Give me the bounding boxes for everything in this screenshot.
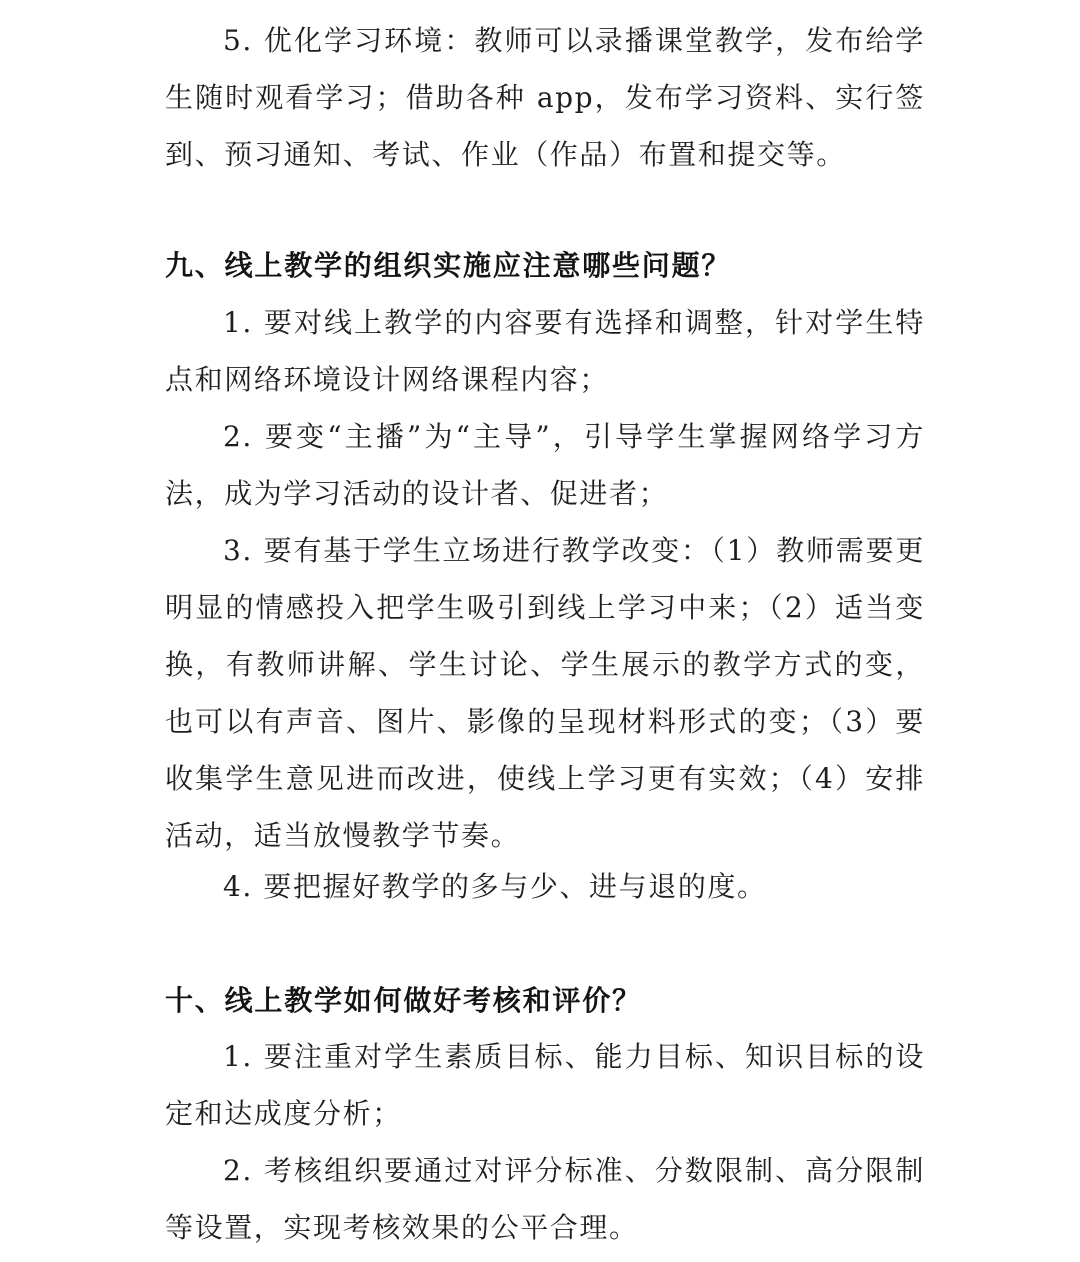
section-heading-10: 十、线上教学如何做好考核和评价？ [165,984,642,1017]
section-9-item-4: 4. 要把握好教学的多与少、进与退的度。 [223,870,767,903]
section-10-item-2: 2. 考核组织要通过对评分标准、分数限制、高分限制等设置，实现考核效果的公平合理。 [165,1154,925,1244]
section-heading-9: 九、线上教学的组织实施应注意哪些问题？ [165,249,732,282]
section-9-item-3: 3. 要有基于学生立场进行教学改变：（1）教师需要更明显的情感投入把学生吸引到线上学习中来；（2）适当变换，有教师讲解、学生讨论、学生展示的教学方式的变，也可以有声音、图片、影像的呈现材料形式的变；（3）要收集学生意见进而改进，使线上学习更有实效；（4）安排活动，适当放慢教学节奏。 [165,534,925,852]
section-9-item-1: 1. 要对线上教学的内容要有选择和调整，针对学生特点和网络环境设计网络课程内容； [165,306,925,396]
paragraph-item-5: 5. 优化学习环境：教师可以录播课堂教学，发布给学生随时观看学习；借助各种 app，发布学习资料、实行签到、预习通知、考试、作业（作品）布置和提交等。 [165,24,925,171]
section-9-item-2: 2. 要变“主播”为“主导”，引导学生掌握网络学习方法，成为学习活动的设计者、促进者； [165,420,925,510]
section-10-item-1: 1. 要注重对学生素质目标、能力目标、知识目标的设定和达成度分析； [165,1040,925,1130]
